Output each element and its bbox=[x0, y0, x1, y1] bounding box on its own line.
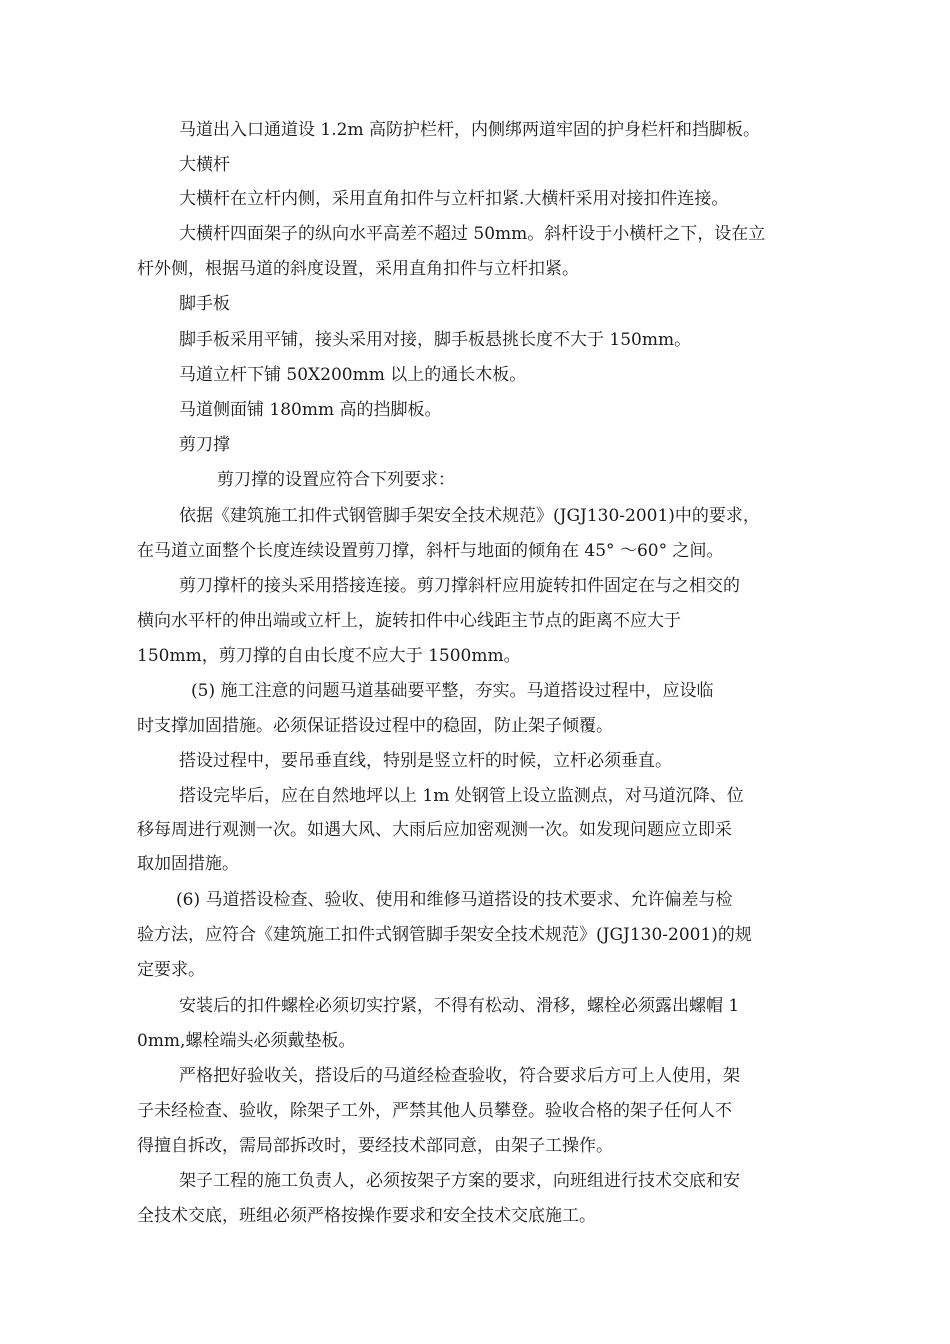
paragraph-line: 马道侧面铺 180mm 高的挡脚板。 bbox=[179, 400, 442, 420]
paragraph-line: 全技术交底，班组必须严格按操作要求和安全技术交底施工。 bbox=[137, 1206, 596, 1226]
section-heading: 剪刀撑 bbox=[179, 435, 230, 455]
paragraph-line: 0mm,螺栓端头必须戴垫板。 bbox=[137, 1031, 356, 1051]
paragraph-line: (5) 施工注意的问题马道基础要平整，夯实。马道搭设过程中，应设临 bbox=[191, 681, 714, 701]
paragraph-line: 马道出入口通道设 1.2m 高防护栏杆，内侧绑两道牢固的护身栏杆和挡脚板。 bbox=[179, 120, 760, 140]
section-heading: 大横杆 bbox=[179, 155, 230, 175]
paragraph-line: 剪刀撑的设置应符合下列要求： bbox=[217, 470, 455, 490]
paragraph-line: 得擅自拆改，需局部拆改时，要经技术部同意，由架子工操作。 bbox=[137, 1136, 613, 1156]
paragraph-line: 横向水平杆的伸出端或立杆上，旋转扣件中心线距主节点的距离不应大于 bbox=[137, 611, 681, 631]
paragraph-line: 依据《建筑施工扣件式钢管脚手架安全技术规范》(JGJ130-2001)中的要求， bbox=[179, 506, 760, 526]
paragraph-line: (6) 马道搭设检查、验收、使用和维修马道搭设的技术要求、允许偏差与检 bbox=[176, 890, 733, 910]
paragraph-line: 验方法，应符合《建筑施工扣件式钢管脚手架安全技术规范》(JGJ130-2001)的规 bbox=[137, 925, 752, 945]
paragraph-line: 移每周进行观测一次。如遇大风、大雨后应加密观测一次。如发现问题应立即采 bbox=[137, 820, 732, 840]
paragraph-line: 安装后的扣件螺栓必须切实拧紧，不得有松动、滑移，螺栓必须露出螺帽 1 bbox=[179, 996, 740, 1016]
paragraph-line: 在马道立面整个长度连续设置剪刀撑，斜杆与地面的倾角在 45° ～60° 之间。 bbox=[137, 541, 724, 561]
paragraph-line: 子未经检查、验收，除架子工外，严禁其他人员攀登。验收合格的架子任何人不 bbox=[137, 1101, 732, 1121]
paragraph-line: 定要求。 bbox=[137, 960, 205, 980]
paragraph-line: 架子工程的施工负责人，必须按架子方案的要求，向班组进行技术交底和安 bbox=[179, 1171, 740, 1191]
paragraph-line: 取加固措施。 bbox=[137, 854, 239, 874]
paragraph-line: 剪刀撑杆的接头采用搭接连接。剪刀撑斜杆应用旋转扣件固定在与之相交的 bbox=[179, 576, 740, 596]
paragraph-line: 大横杆四面架子的纵向水平高差不超过 50mm。斜杆设于小横杆之下，设在立 bbox=[179, 224, 766, 244]
section-heading: 脚手板 bbox=[179, 294, 230, 314]
paragraph-line: 严格把好验收关，搭设后的马道经检查验收，符合要求后方可上人使用，架 bbox=[179, 1066, 740, 1086]
paragraph-line: 杆外侧，根据马道的斜度设置，采用直角扣件与立杆扣紧。 bbox=[137, 259, 579, 279]
paragraph-line: 马道立杆下铺 50X200mm 以上的通长木板。 bbox=[179, 365, 527, 385]
paragraph-line: 时支撑加固措施。必须保证搭设过程中的稳固，防止架子倾覆。 bbox=[137, 716, 613, 736]
paragraph-line: 脚手板采用平铺，接头采用对接，脚手板悬挑长度不大于 150mm。 bbox=[179, 330, 692, 350]
paragraph-line: 150mm，剪刀撑的自由长度不应大于 1500mm。 bbox=[137, 646, 521, 666]
paragraph-line: 搭设完毕后，应在自然地坪以上 1m 处钢管上设立监测点，对马道沉降、位 bbox=[179, 786, 744, 806]
paragraph-line: 搭设过程中，要吊垂直线，特别是竖立杆的时候，立杆必须垂直。 bbox=[179, 751, 672, 771]
paragraph-line: 大横杆在立杆内侧，采用直角扣件与立杆扣紧.大横杆采用对接扣件连接。 bbox=[179, 189, 729, 209]
